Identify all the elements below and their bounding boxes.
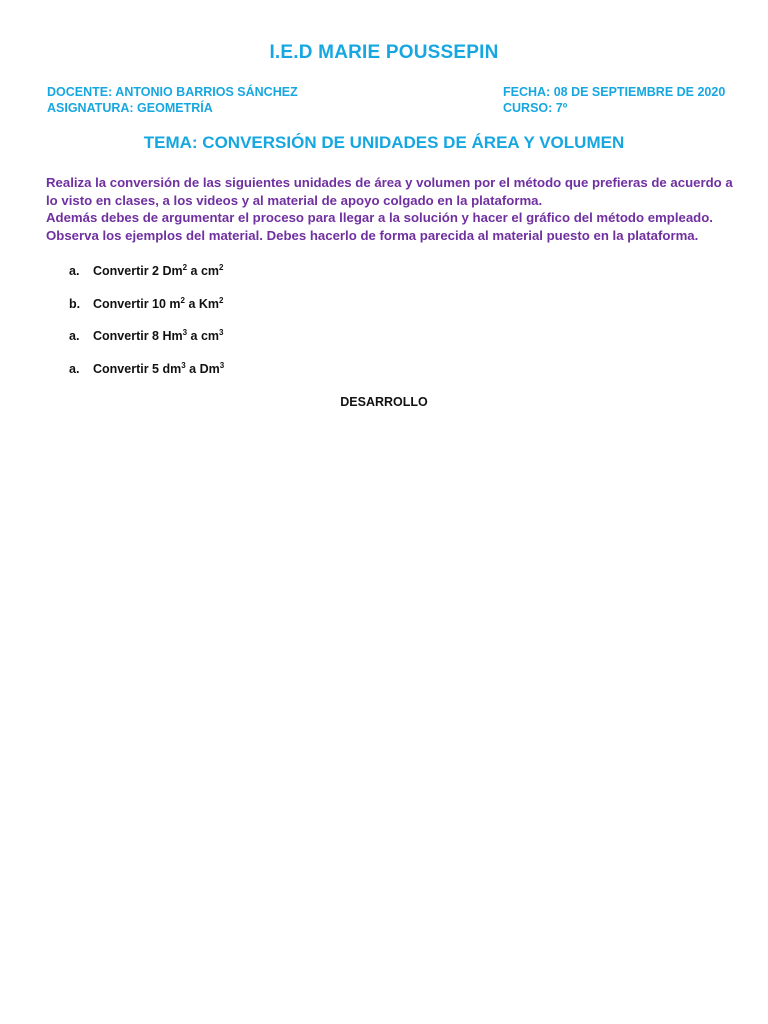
- topic-heading: TEMA: CONVERSIÓN DE UNIDADES DE ÁREA Y VOLUMEN: [143, 133, 625, 152]
- date-label: FECHA: 08 DE SEPTIEMBRE DE 2020: [503, 85, 726, 99]
- instruction-paragraph-3: Observa los ejemplos del material. Debes hacerlo de forma parecida al material puesto en la plataforma.: [46, 227, 699, 243]
- exercise-text: Convertir 8 Hm$^3$ a $cm^3$: [93, 328, 224, 343]
- instruction-paragraph-1: Realiza la conversión de las siguientes unidades de área y volumen por el método que prefieras de acuerdo a lo visto en clases, a los videos y al material de apoyo colgado en la plataforma.: [46, 175, 733, 208]
- instruction-paragraph-2: Además debes de argumentar el proceso para llegar a la solución y hacer el gráfico del método empleado.: [46, 210, 713, 225]
- exercise-letter: a.: [69, 329, 80, 343]
- list-item: [69, 297, 224, 330]
- header-right: [503, 84, 725, 116]
- exercise-letter: a.: [69, 264, 80, 278]
- exercise-text: Convertir 2 Dm$^2$ a $cm^2$: [93, 263, 224, 278]
- instructions: [46, 174, 736, 244]
- exercise-text: Convertir 10 $m^2$ a Km$^2$: [93, 295, 224, 311]
- exercise-list: [69, 264, 224, 394]
- subject-label: ASIGNATURA: GEOMETRÍA: [47, 101, 213, 115]
- school-title: I.E.D MARIE POUSSEPIN: [269, 42, 499, 63]
- development-heading: DESARROLLO: [340, 395, 428, 409]
- exercise-letter: b.: [69, 296, 81, 311]
- list-item: [69, 264, 224, 297]
- teacher-label: DOCENTE: ANTONIO BARRIOS SÁNCHEZ: [47, 85, 298, 99]
- course-label: CURSO: 7º: [503, 101, 568, 115]
- list-item: [69, 329, 224, 362]
- exercise-text: Convertir 5 $dm^3$ a Dm$^3$: [93, 360, 225, 376]
- header-left: [47, 84, 298, 116]
- list-item: [69, 362, 224, 395]
- exercise-letter: a.: [69, 361, 80, 376]
